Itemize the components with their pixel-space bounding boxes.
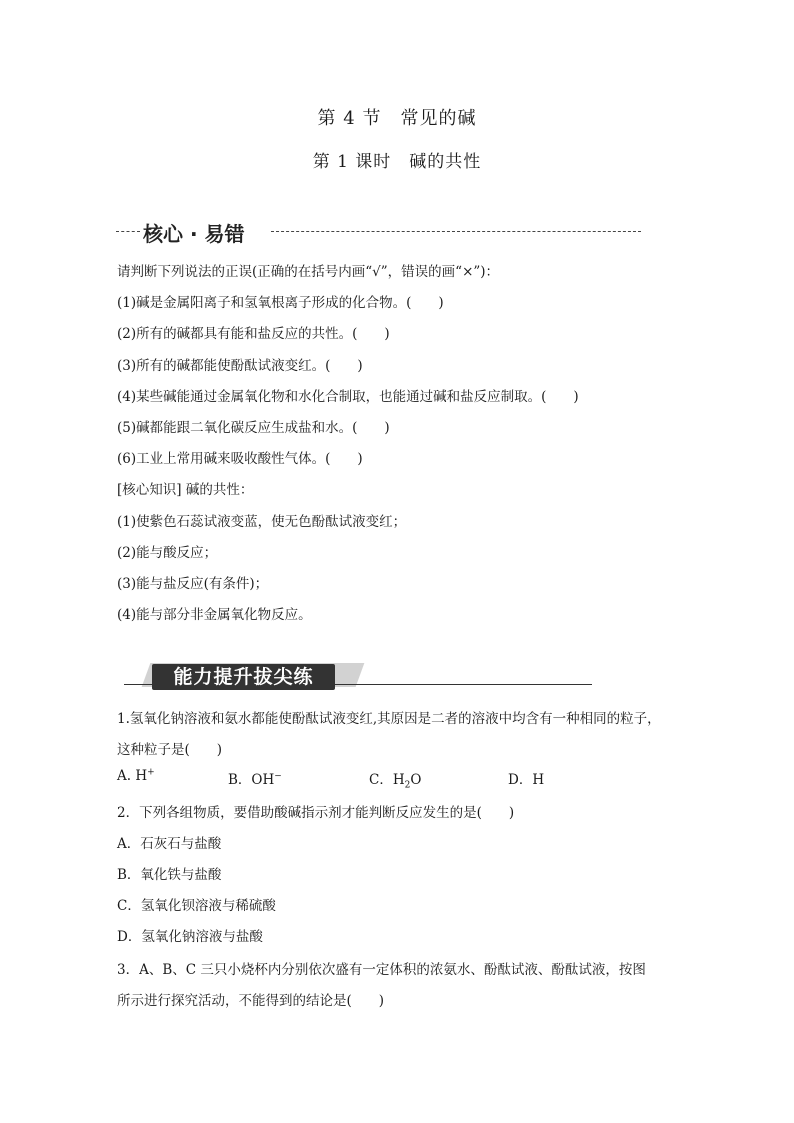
question-1-line-2: 这种粒子是( ) — [117, 742, 223, 758]
question-2-option-d: D．氢氧化钠溶液与盐酸 — [117, 929, 263, 945]
core-section-header — [116, 218, 641, 246]
statement-4: (4)某些碱能通过金属氧化物和水化合制取，也能通过碱和盐反应制取。( ) — [117, 389, 579, 405]
statement-1: (1)碱是金属阳离子和氢氧根离子形成的化合物。( ) — [117, 295, 444, 311]
question-2-option-c: C．氢氧化钡溶液与稀硫酸 — [117, 898, 276, 914]
knowledge-point-4: (4)能与部分非金属氧化物反应。 — [117, 607, 312, 623]
lesson-title: 第 1 课时 碱的共性 — [312, 152, 482, 172]
knowledge-point-2: (2)能与酸反应； — [117, 545, 218, 561]
statement-3: (3)所有的碱都能使酚酞试液变红。( ) — [117, 358, 363, 374]
statement-6: (6)工业上常用碱来吸收酸性气体。( ) — [117, 451, 363, 467]
dashed-divider-right — [271, 231, 641, 232]
section-title: 第 4 节 常见的碱 — [317, 108, 477, 129]
knowledge-point-1: (1)使紫色石蕊试液变蓝，使无色酚酞试液变红； — [117, 514, 407, 530]
question-2-option-b: B．氧化铁与盐酸 — [117, 867, 222, 883]
practice-section-header — [124, 659, 592, 689]
question-1-line-1: 1.氢氧化钠溶液和氨水都能使酚酞试液变红,其原因是二者的溶液中均含有一种相同的粒子， — [117, 711, 661, 727]
question-1-option-c: C．$H_2O$ — [369, 772, 422, 791]
dashed-divider-left — [116, 231, 140, 232]
question-3-line-1: 3．A、B、C 三只小烧杯内分别依次盛有一定体积的浓氨水、酚酞试液、酚酞试液，按图 — [117, 962, 646, 978]
question-2-stem: 2．下列各组物质，要借助酸碱指示剂才能判断反应发生的是( ) — [117, 805, 515, 821]
core-section-label: 核心 · 易错 — [143, 222, 245, 246]
question-3-line-2: 所示进行探究活动，不能得到的结论是( ) — [117, 993, 385, 1009]
question-1-option-d: D．H — [508, 772, 545, 788]
knowledge-point-3: (3)能与盐反应(有条件)； — [117, 576, 269, 592]
question-1-option-a: A. H+ — [117, 767, 155, 784]
practice-section-label: 能力提升拔尖练 — [173, 666, 314, 688]
statement-2: (2)所有的碱都具有能和盐反应的共性。( ) — [117, 326, 390, 342]
statement-5: (5)碱都能跟二氧化碳反应生成盐和水。( ) — [117, 420, 390, 436]
knowledge-title: [核心知识] 碱的共性： — [117, 482, 254, 498]
core-instructions: 请判断下列说法的正误(正确的在括号内画“√”，错误的画“×”)： — [117, 264, 500, 280]
question-2-option-a: A．石灰石与盐酸 — [117, 836, 222, 852]
question-1-option-b: B．OH− — [228, 771, 282, 788]
